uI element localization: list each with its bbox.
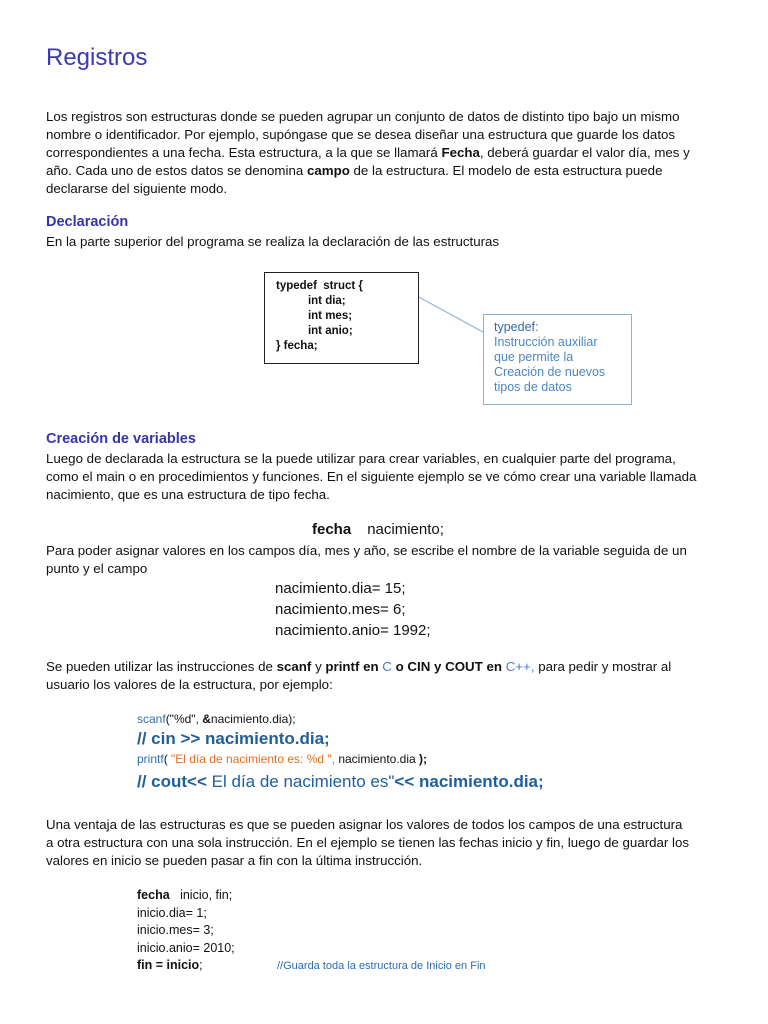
asignacion-line: Una ventaja de las estructuras es que se pueden asignar los valores de todos los campos de una estructura xyxy=(46,817,683,832)
code-line: fecha inicio, fin; xyxy=(137,888,233,902)
section-heading-creacion: Creación de variables xyxy=(46,431,196,447)
code-line: } fecha; xyxy=(276,340,318,352)
callout-line: tipos de datos xyxy=(494,380,572,394)
creacion-line: Para poder asignar valores en los campos día, mes y año, se escribe el nombre de la variable seguida de un xyxy=(46,543,687,558)
creacion-paragraph xyxy=(46,450,722,504)
intro-line: Los registros son estructuras donde se pueden agrupar un conjunto de datos de distinto tipo bajo un mismo xyxy=(46,109,680,124)
creacion-line: punto y el campo xyxy=(46,561,148,576)
variable-declaration: fecha nacimiento; xyxy=(312,521,444,538)
creacion-line: como el main o en procedimientos y funciones. En el siguiente ejemplo se ve cómo crear una variable llamada xyxy=(46,469,697,484)
assignment-code xyxy=(275,578,431,641)
code-line: inicio.mes= 3; xyxy=(137,923,214,937)
intro-line: correspondientes a una fecha. Esta estructura, a la que se llamará Fecha, deberá guardar el valor día, mes y xyxy=(46,145,690,160)
io-line: Se pueden utilizar las instrucciones de scanf y printf en C o CIN y COUT en C++, para pedir y mostrar al xyxy=(46,659,672,674)
asignacion-line: a otra estructura con una sola instrucción. En el ejemplo se tienen las fechas inicio y fin, luego de guardar los xyxy=(46,835,690,850)
scanf-line: scanf("%d", &nacimiento.dia); xyxy=(137,712,296,726)
code-line: int mes; xyxy=(276,310,353,322)
code-line: typedef struct { xyxy=(276,280,363,292)
io-paragraph xyxy=(46,658,722,694)
asignacion-line: valores en inicio se pueden pasar a fin con la última instrucción. xyxy=(46,853,423,868)
intro-line: nombre o identificador. Por ejemplo, supóngase que se desea diseñar una estructura que guarde los datos xyxy=(46,127,676,142)
intro-line: declararse del siguiente modo. xyxy=(46,181,228,196)
section-heading-declaracion: Declaración xyxy=(46,214,129,230)
code-line: fin = inicio; xyxy=(137,958,203,972)
code-line: nacimiento.anio= 1992; xyxy=(275,622,431,639)
intro-line: año. Cada uno de estos datos se denomina campo de la estructura. El modelo de esta estructura puede xyxy=(46,163,663,178)
asignacion-comment: //Guarda toda la estructura de Inicio en Fin xyxy=(277,960,486,972)
code-line: int dia; xyxy=(276,295,346,307)
code-line: int anio; xyxy=(276,325,353,337)
code-line: inicio.anio= 2010; xyxy=(137,940,235,955)
cout-comment-line: // cout<< El día de nacimiento es"<< nacimiento.dia; xyxy=(137,772,544,791)
code-line: inicio.dia= 1; xyxy=(137,905,207,920)
callout-line: Instrucción auxiliar xyxy=(494,335,598,349)
callout-keyword: typedef xyxy=(494,320,536,334)
declaracion-text: En la parte superior del programa se realiza la declaración de las estructuras xyxy=(46,234,500,249)
creacion-line: Luego de declarada la estructura se la puede utilizar para crear variables, en cualquier parte del programa, xyxy=(46,451,676,466)
struct-code-box xyxy=(264,272,419,364)
typedef-callout: typedef: Instrucción auxiliar que permite la Creación de nuevos tipos de datos xyxy=(483,314,632,405)
asignacion-code xyxy=(137,887,235,975)
code-line: nacimiento.dia= 15; xyxy=(275,580,406,597)
page-title: Registros xyxy=(46,44,148,71)
creacion-paragraph-2 xyxy=(46,542,722,578)
io-line: usuario los valores de la estructura, por ejemplo: xyxy=(46,677,333,692)
intro-paragraph xyxy=(46,108,722,198)
callout-line: Creación de nuevos xyxy=(494,365,606,379)
code-line: nacimiento.mes= 6; xyxy=(275,601,406,618)
printf-line: printf( "El día de nacimiento es: %d ", nacimiento.dia ); xyxy=(137,752,428,766)
creacion-line: nacimiento, que es una estructura de tipo fecha. xyxy=(46,487,330,502)
callout-line: que permite la xyxy=(494,350,574,364)
asignacion-paragraph xyxy=(46,816,722,870)
cin-comment-line: // cin >> nacimiento.dia; xyxy=(137,729,330,748)
